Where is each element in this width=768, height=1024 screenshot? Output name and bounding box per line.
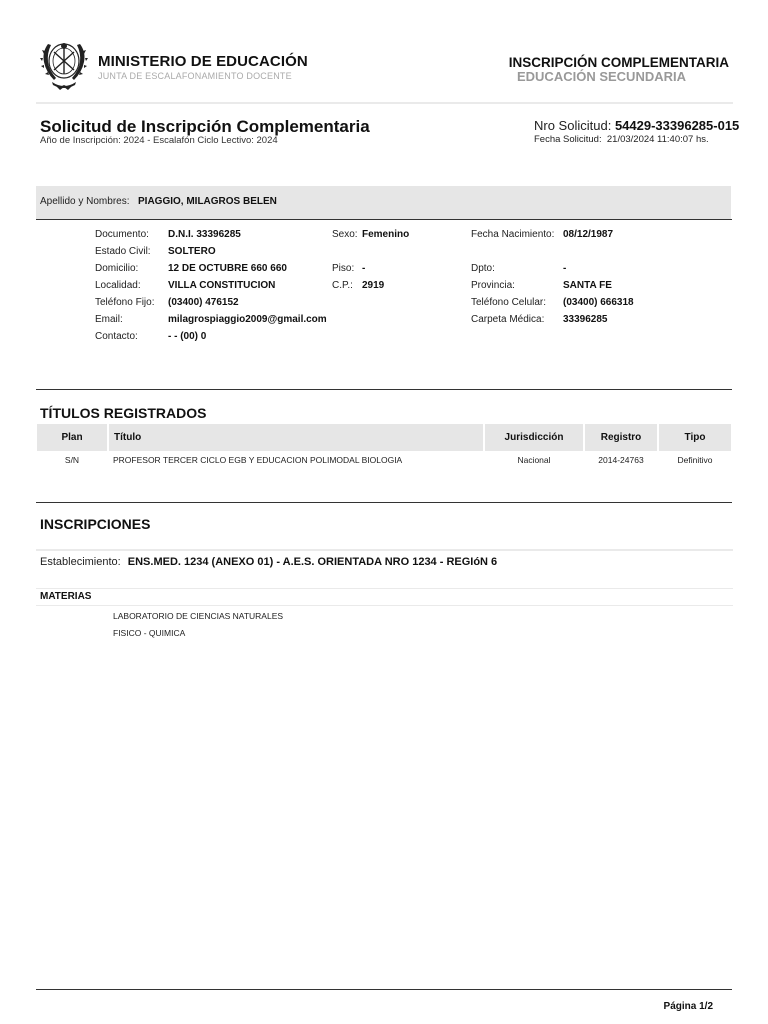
titles-divider [36,502,732,503]
postal-code-label: C.P.: [332,280,353,291]
document-value: D.N.I. 33396285 [168,229,241,240]
email-value: milagrospiaggio2009@gmail.com [168,314,327,325]
titles-heading: TÍTULOS REGISTRADOS [40,405,207,421]
medical-file-value: 33396285 [563,314,608,325]
floor-value: - [362,263,366,274]
apartment-label: Dpto: [471,263,495,274]
footer-divider [36,989,732,990]
col-header-type: Tipo [659,424,731,451]
establishment-value: ENS.MED. 1234 (ANEXO 01) - A.E.S. ORIENTADA NRO 1234 - REGIóN 6 [127,556,498,568]
cell-type: Definitivo [677,455,713,465]
col-header-registry: Registro [585,424,657,451]
request-date-value: 21/03/2024 11:40:07 hs. [606,134,709,145]
subjects-divider [36,605,733,606]
contact-label: Contacto: [95,331,138,342]
applicant-name-bar [36,186,731,219]
ministry-name: MINISTERIO DE EDUCACIÓN [98,53,308,70]
ministry-subtitle: JUNTA DE ESCALAFONAMIENTO DOCENTE [98,71,292,81]
establishment-label: Establecimiento: [40,556,121,568]
birthdate-value: 08/12/1987 [563,229,614,240]
birthdate-label: Fecha Nacimiento: [471,229,555,240]
sexo-label: Sexo: [332,229,358,240]
civil-status-label: Estado Civil: [95,246,151,257]
province-label: Provincia: [471,280,515,291]
cell-registry: 2014-24763 [598,455,644,465]
form-type-subtitle: EDUCACIÓN SECUNDARIA [516,69,686,84]
details-divider [36,389,732,390]
page-number: Página 1/2 [663,1001,713,1012]
col-header-jurisdiction: Jurisdicción [485,424,583,451]
civil-status-value: SOLTERO [168,246,216,257]
postal-code-value: 2919 [362,280,385,291]
province-value: SANTA FE [563,280,612,291]
locality-value: VILLA CONSTITUCION [168,280,276,291]
landline-label: Teléfono Fijo: [95,297,155,308]
request-date [534,134,709,145]
request-number [534,118,739,133]
col-header-title: Título [109,424,483,451]
name-divider [36,219,732,220]
address-label: Domicilio: [95,263,139,274]
apartment-value: - [563,263,567,274]
form-type-title: INSCRIPCIÓN COMPLEMENTARIA [508,55,729,70]
subjects-heading: MATERIAS [40,591,92,602]
landline-value: (03400) 476152 [168,297,239,308]
email-label: Email: [95,314,123,325]
document-label: Documento: [95,229,149,240]
sexo-value: Femenino [362,229,410,240]
header-divider [36,102,733,104]
mobile-label: Teléfono Celular: [471,297,547,308]
cell-title: PROFESOR TERCER CICLO EGB Y EDUCACION POLIMODAL BIOLOGIA [113,455,403,465]
list-item: FISICO - QUIMICA [113,628,186,638]
col-header-plan: Plan [37,424,107,451]
name-label: Apellido y Nombres: [40,196,130,207]
request-date-label: Fecha Solicitud: [534,134,602,145]
name-value: PIAGGIO, MILAGROS BELEN [138,196,277,207]
request-number-label: Nro Solicitud: [534,118,612,133]
cell-plan: S/N [64,455,80,465]
establishment [40,556,497,568]
document-title: Solicitud de Inscripción Complementaria [40,117,370,136]
cell-jurisdiction: Nacional [517,455,551,465]
floor-label: Piso: [332,263,355,274]
subjects-top-divider [36,588,733,589]
list-item: LABORATORIO DE CIENCIAS NATURALES [113,611,284,621]
inscriptions-divider [36,549,733,551]
document-subtitle: Año de Inscripción: 2024 - Escalafón Ciclo Lectivo: 2024 [40,135,278,146]
medical-file-label: Carpeta Médica: [471,314,545,325]
mobile-value: (03400) 666318 [563,297,634,308]
request-number-value: 54429-33396285-015 [614,118,740,133]
contact-value: - - (00) 0 [168,331,207,342]
locality-label: Localidad: [95,280,141,291]
province-seal-icon [36,34,92,92]
address-value: 12 DE OCTUBRE 660 660 [168,263,287,274]
inscriptions-heading: INSCRIPCIONES [40,516,151,532]
